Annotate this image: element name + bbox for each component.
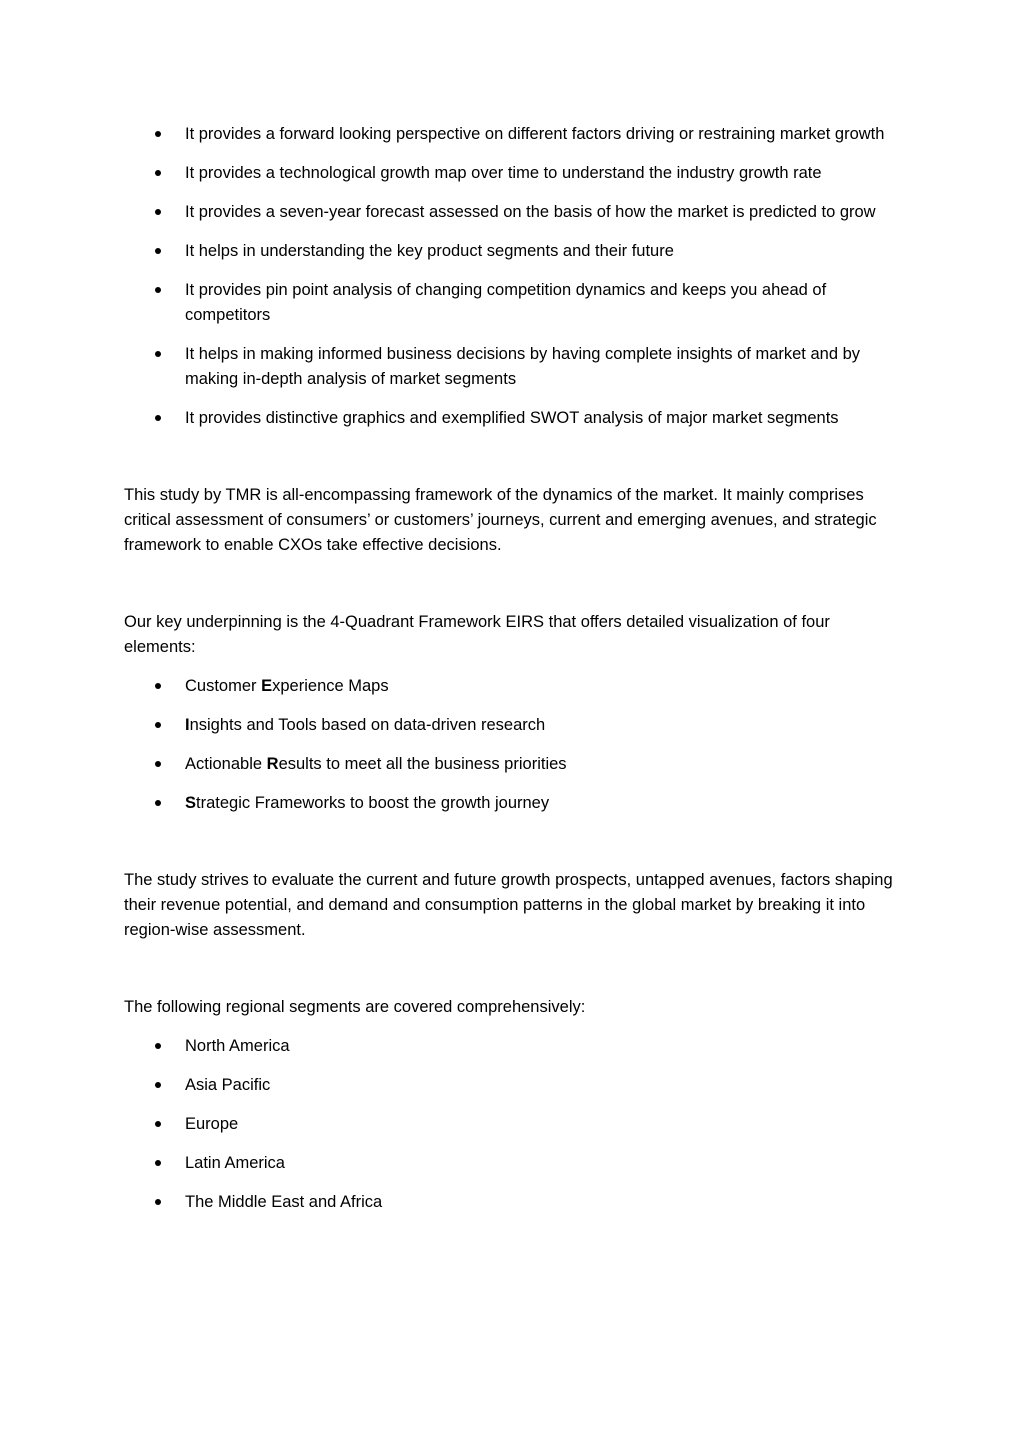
- bullet-icon: [155, 800, 161, 806]
- list-item: Customer Experience Maps: [124, 674, 904, 699]
- framework-letter: R: [266, 755, 279, 773]
- bullet-icon: [155, 1160, 161, 1166]
- list-item-text: Europe: [185, 1115, 239, 1133]
- bullet-icon: [155, 761, 161, 767]
- framework-letter: S: [185, 794, 197, 812]
- list-item: [124, 1073, 904, 1098]
- list-item: [124, 1034, 904, 1059]
- framework-letter: E: [261, 677, 273, 695]
- bullet-icon: [155, 1082, 161, 1088]
- bullet-icon: [155, 287, 161, 293]
- bullet-icon: [155, 248, 161, 254]
- list-item: [124, 161, 904, 186]
- bullet-icon: [155, 1199, 161, 1205]
- list-item-text: Latin America: [185, 1154, 285, 1172]
- framework-letter: I: [185, 716, 190, 734]
- list-item: [124, 278, 904, 328]
- regions-list: [124, 1034, 904, 1215]
- list-item-text: The Middle East and Africa: [185, 1193, 383, 1211]
- list-item: [124, 200, 904, 225]
- bullet-icon: [155, 683, 161, 689]
- list-item: Actionable Results to meet all the business priorities: [124, 752, 904, 777]
- list-item: Strategic Frameworks to boost the growth journey: [124, 791, 904, 816]
- list-item: [124, 406, 904, 431]
- list-item: [124, 1151, 904, 1176]
- growth-paragraph: The study strives to evaluate the current and future growth prospects, untapped avenues, factors shaping their revenue potential, and demand and consumption patterns in the global market by breaking it into region-wise assessment.: [124, 871, 893, 939]
- list-item: [124, 1190, 904, 1215]
- list-item-text: It provides a technological growth map over time to understand the industry growth rate: [185, 164, 822, 182]
- list-item: [124, 239, 904, 264]
- framework-intro-paragraph: Our key underpinning is the 4-Quadrant Framework EIRS that offers detailed visualization of four elements:: [124, 613, 830, 656]
- list-item-text: It helps in understanding the key product segments and their future: [185, 242, 674, 260]
- list-item: [124, 122, 904, 147]
- bullet-icon: [155, 170, 161, 176]
- bullet-icon: [155, 209, 161, 215]
- bullet-icon: [155, 131, 161, 137]
- bullet-icon: [155, 351, 161, 357]
- list-item-text: North America: [185, 1037, 290, 1055]
- list-item: [124, 342, 904, 392]
- framework-list: [124, 674, 904, 816]
- study-intro-paragraph: This study by TMR is all-encompassing framework of the dynamics of the market. It mainly comprises critical assessment of consumers’ or customers’ journeys, current and emerging avenues, and strategic framework to enable CXOs take effective decisions.: [124, 486, 877, 554]
- benefits-list: [124, 122, 904, 431]
- list-item-text: Asia Pacific: [185, 1076, 271, 1094]
- bullet-icon: [155, 1043, 161, 1049]
- list-item-text: It helps in making informed business decisions by having complete insights of market and by making in-depth analysis of market segments: [185, 345, 861, 388]
- regions-intro-paragraph: The following regional segments are covered comprehensively:: [124, 998, 586, 1016]
- list-item: Insights and Tools based on data-driven research: [124, 713, 904, 738]
- list-item-text: It provides pin point analysis of changing competition dynamics and keeps you ahead of competitors: [185, 281, 827, 324]
- list-item: [124, 1112, 904, 1137]
- bullet-icon: [155, 722, 161, 728]
- list-item-text: It provides distinctive graphics and exemplified SWOT analysis of major market segments: [185, 409, 839, 427]
- list-item-text: It provides a seven-year forecast assessed on the basis of how the market is predicted to grow: [185, 203, 876, 221]
- bullet-icon: [155, 415, 161, 421]
- page-content: [124, 122, 904, 1215]
- list-item-text: It provides a forward looking perspective on different factors driving or restraining market growth: [185, 125, 885, 143]
- bullet-icon: [155, 1121, 161, 1127]
